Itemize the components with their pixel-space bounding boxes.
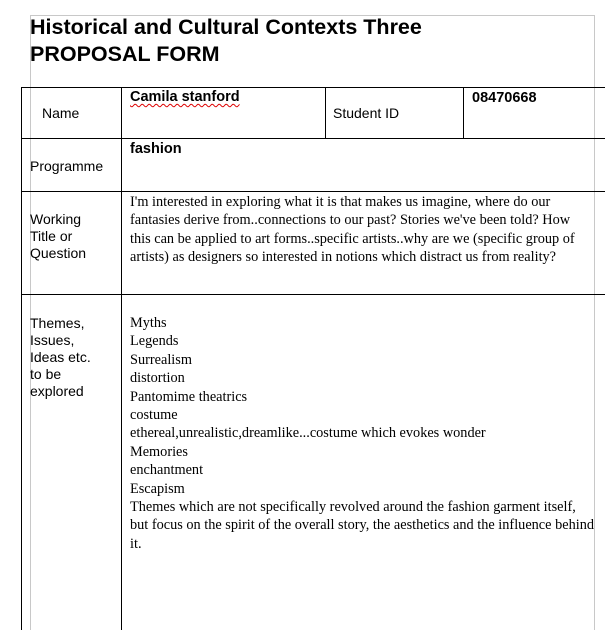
student-id-value[interactable]: 08470668 — [472, 90, 537, 106]
theme-item: enchantment — [130, 462, 204, 479]
label-line: explored — [30, 383, 84, 399]
label-line: Working — [30, 211, 82, 227]
table-border — [325, 87, 326, 138]
table-border — [21, 87, 605, 88]
theme-item: ethereal,unrealistic,dreamlike...costume which evokes wonder — [130, 425, 486, 442]
theme-item: distortion — [130, 370, 185, 387]
name-label: Name — [42, 105, 80, 121]
label-line: to be — [30, 366, 62, 382]
theme-item: Surrealism — [130, 351, 192, 368]
label-line: Question — [30, 245, 87, 261]
label-line: Themes, — [30, 315, 85, 331]
theme-item: Escapism — [130, 480, 185, 497]
theme-item: Legends — [130, 333, 179, 350]
theme-item: Pantomime theatrics — [130, 388, 248, 405]
table-border — [21, 138, 605, 139]
page-title — [30, 14, 422, 68]
student-id-label: Student ID — [333, 105, 400, 121]
name-value[interactable]: Camila stanford — [130, 89, 240, 105]
table-border — [121, 87, 122, 630]
programme-value[interactable]: fashion — [130, 141, 182, 157]
theme-item: costume — [130, 407, 178, 424]
label-line: Ideas etc. — [30, 349, 91, 365]
theme-item: Myths — [130, 315, 167, 331]
table-border — [21, 294, 605, 295]
theme-item: Themes which are not specifically revolved around the fashion garment itself, but focus on the spirit of the overall story, the aesthetics and the influence behind it. — [130, 499, 594, 552]
themes-label — [30, 315, 91, 400]
programme-label: Programme — [30, 158, 104, 174]
label-line: Title or — [30, 228, 73, 244]
title-line-2: PROPOSAL FORM — [30, 42, 220, 66]
title-line-1: Historical and Cultural Contexts Three — [30, 15, 422, 39]
themes-value[interactable] — [130, 314, 596, 553]
theme-item: Memories — [130, 443, 188, 460]
working-title-label — [30, 211, 86, 262]
working-title-value[interactable]: I'm interested in exploring what it is that makes us imagine, where do our fantasies derive from..connections to our past? Stories we've been told? How this can be applied to art forms..specific artists..why are we (specific group of artists) as designers so interested in notions which distract us from reality? — [130, 194, 575, 266]
table-border — [21, 191, 605, 192]
label-line: Issues, — [30, 332, 75, 348]
table-border — [463, 87, 464, 138]
table-border — [21, 87, 22, 630]
